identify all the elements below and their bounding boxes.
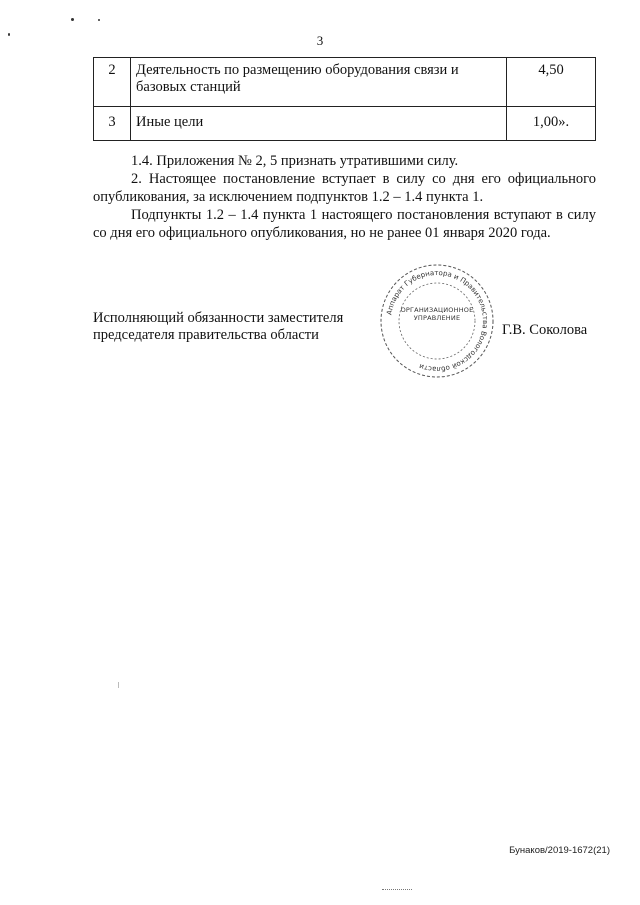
row-number: 2 — [94, 58, 131, 107]
signer-position-line: Исполняющий обязанности заместителя — [93, 310, 344, 326]
seal-center-text — [398, 306, 476, 322]
paragraph-1-4: 1.4. Приложения № 2, 5 признать утратившими силу. — [131, 153, 459, 169]
margin-mark — [118, 682, 119, 688]
page-number: 3 — [316, 33, 324, 48]
seal-center-line: ОРГАНИЗАЦИОННОЕ — [400, 306, 474, 314]
scan-speck — [8, 33, 10, 36]
row-number: 3 — [94, 107, 131, 141]
seal-ring-text: Аппарат Губернатора и Правительства Вологодской области — [385, 268, 490, 374]
row-value: 4,50 — [507, 58, 596, 107]
signer-position — [93, 310, 363, 344]
document-code: Бунаков/2019-1672(21) — [509, 845, 610, 856]
seal-center-line: УПРАВЛЕНИЕ — [413, 314, 461, 322]
paragraph-2: 2. Настоящее постановление вступает в силу со дня его официального опубликования, за исключением подпунктов 1.2 – 1.4 пункта 1. — [93, 171, 596, 205]
paragraph-effective-date: Подпункты 1.2 – 1.4 пункта 1 настоящего постановления вступают в силу со дня его официального опубликования, но не ранее 01 января 2020 года. — [93, 207, 596, 241]
signer-name: Г.В. Соколова — [502, 322, 588, 338]
scan-mark — [382, 889, 412, 891]
row-description: Иные цели — [131, 107, 507, 141]
scan-speck — [71, 18, 74, 21]
row-value: 1,00». — [507, 107, 596, 141]
table-row — [94, 58, 596, 107]
official-seal — [378, 262, 496, 380]
table-row — [94, 107, 596, 141]
signer-position-line: председателя правительства области — [93, 327, 319, 343]
rates-table — [93, 57, 596, 141]
row-description: Деятельность по размещению оборудования связи и базовых станций — [131, 58, 507, 107]
scan-speck — [98, 19, 100, 21]
